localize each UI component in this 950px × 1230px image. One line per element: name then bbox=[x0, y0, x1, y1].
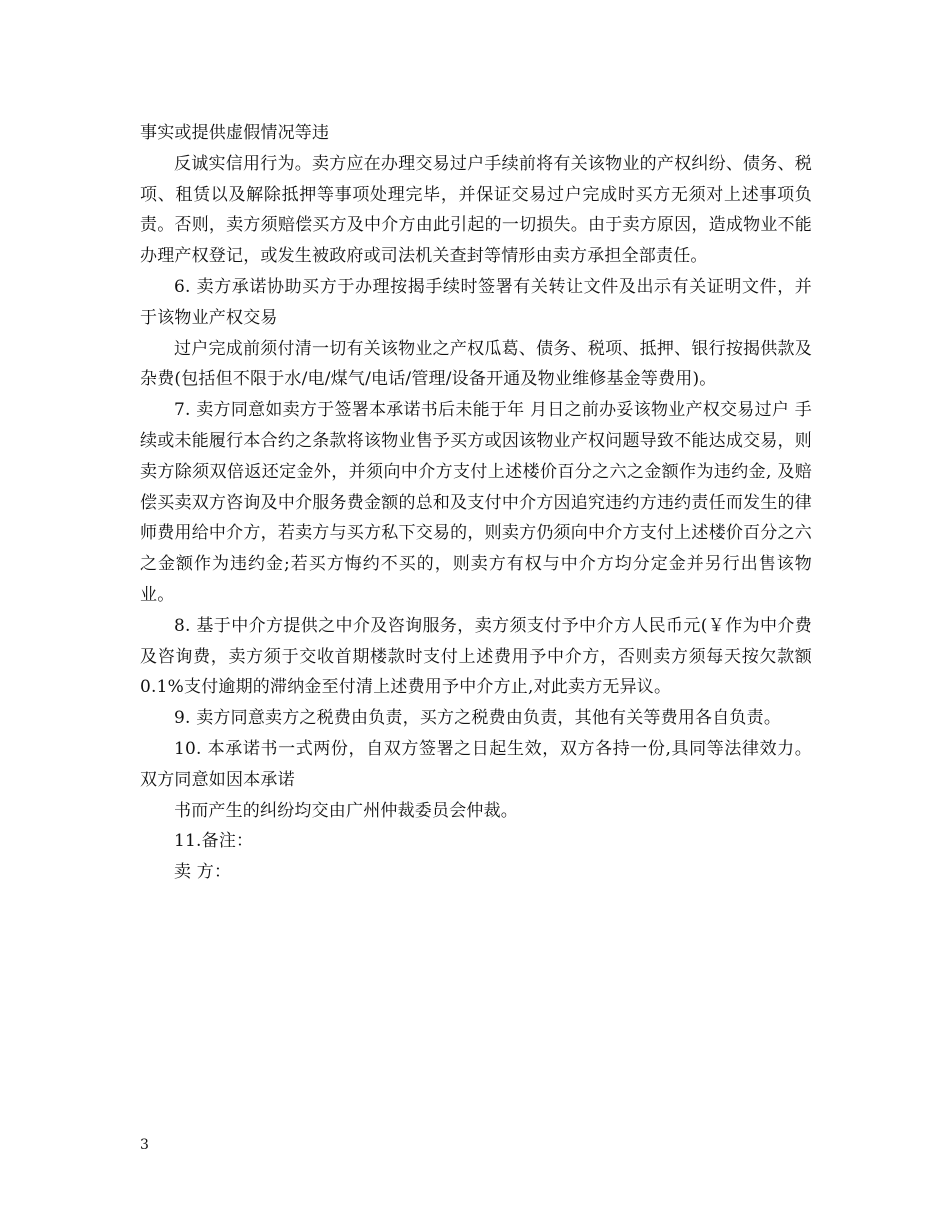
paragraph-seller-liability: 反诚实信用行为。卖方应在办理交易过户手续前将有关该物业的产权纠纷、债务、税项、租赁以及解除抵押等事项处理完毕，并保证交易过户完成时买方无须对上述事项负责。否则，卖方须赔偿买方及中介方由此引起的一切损失。由于卖方原因，造成物业不能办理产权登记，或发生被政府或司法机关查封等情形由卖方承担全部责任。 bbox=[140, 153, 812, 267]
paragraph-clause-10-continued: 书而产生的纠纷均交由广州仲裁委员会仲裁。 bbox=[174, 800, 518, 821]
paragraph-clause-10: 10. 本承诺书一式两份，自双方签署之日起生效，双方各持一份,具同等法律效力。双方同意如因本承诺 bbox=[140, 738, 812, 790]
paragraph-clause-6: 6. 卖方承诺协助买方于办理按揭手续时签署有关转让文件及出示有关证明文件，并于该物业产权交易 bbox=[140, 276, 812, 328]
paragraph-clause-11-notes: 11.备注： bbox=[174, 831, 254, 852]
paragraph-clause-6-continued: 过户完成前须付清一切有关该物业之产权瓜葛、债务、税项、抵押、银行按揭供款及杂费(包括但不限于水/电/煤气/电话/管理/设备开通及物业维修基金等费用)。 bbox=[140, 338, 812, 390]
paragraph-clause-8: 8. 基于中介方提供之中介及咨询服务，卖方须支付予中介方人民币元(￥作为中介费及咨询费，卖方须于交收首期楼款时支付上述费用予中介方，否则卖方须每天按欠款额0.1%支付逾期的滞纳金至付清上述费用予中介方止,对此卖方无异议。 bbox=[140, 615, 812, 698]
paragraph-clause-7: 7. 卖方同意如卖方于签署本承诺书后未能于年 月日之前办妥该物业产权交易过户 手续或未能履行本合约之条款将该物业售予买方或因该物业产权问题导致不能达成交易，则卖方除须双倍返还定金外，并须向中介方支付上述楼价百分之六之金额作为违约金, 及赔偿买卖双方咨询及中介服务费金额的总和及支付中介方因追究违约方违约责任而发生的律师费用给中介方，若卖方与买方私下交易的，则卖方仍须向中介方支付上述楼价百分之六之金额作为违约金;若买方悔约不买的，则卖方有权与中介方均分定金并另行出售该物业。 bbox=[140, 400, 812, 605]
paragraph-continuation: 事实或提供虚假情况等违 bbox=[140, 123, 330, 143]
page-number: 3 bbox=[140, 1137, 149, 1153]
paragraph-clause-9: 9. 卖方同意卖方之税费由负责，买方之税费由负责，其他有关等费用各自负责。 bbox=[174, 708, 782, 729]
document-body bbox=[140, 118, 812, 888]
seller-signature-label: 卖 方： bbox=[174, 862, 232, 883]
